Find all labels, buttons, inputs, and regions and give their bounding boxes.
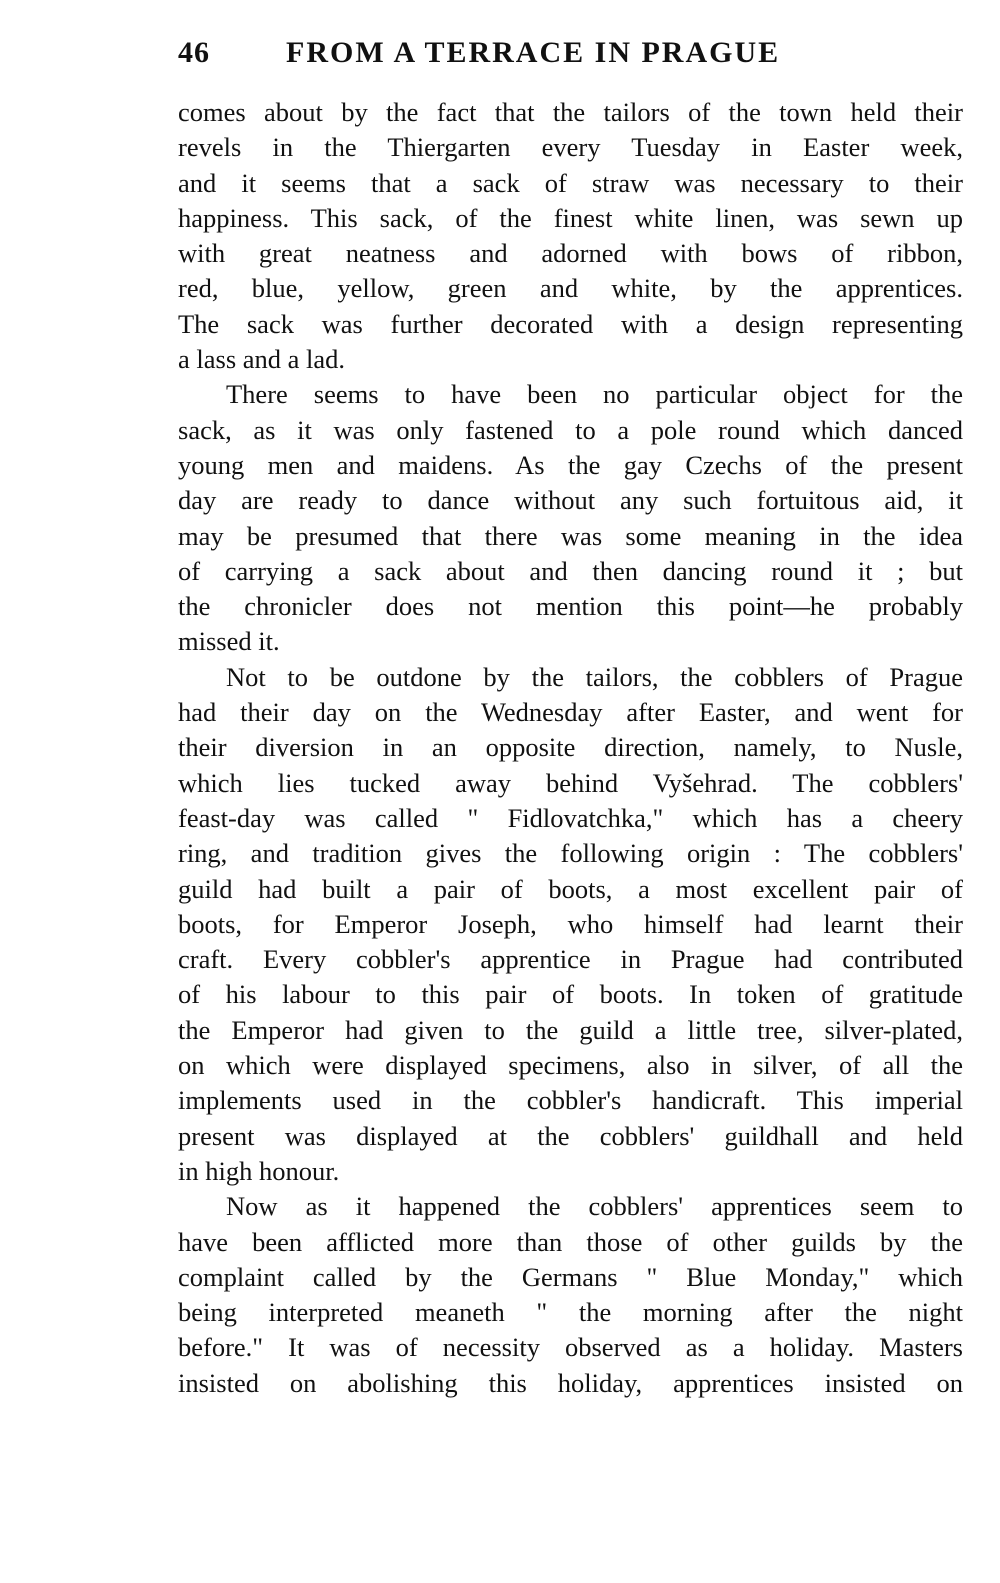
text-line: comes about by the fact that the tailors of the town held their — [178, 97, 963, 127]
text-line: red, blue, yellow, green and white, by the apprentices. — [178, 273, 963, 304]
text-line: revels in the Thiergarten every Tuesday in Easter week, — [178, 132, 963, 163]
text-line: happiness. This sack, of the finest white linen, was sewn up — [178, 202, 963, 233]
text-line: present was displayed at the cobblers' guildhall and held — [178, 1120, 963, 1151]
text-line: with great neatness and adorned with bows of ribbon, — [178, 238, 963, 269]
text-line: insisted on abolishing this holiday, apprentices insisted on — [178, 1367, 963, 1398]
running-title: FROM A TERRACE IN PRAGUE — [286, 36, 781, 69]
text-line: which lies tucked away behind Vyšehrad. The cobblers' — [178, 767, 963, 798]
text-line: have been afflicted more than those of other guilds by the — [178, 1226, 963, 1257]
text-line: The sack was further decorated with a design representing — [178, 308, 963, 339]
text-line: day are ready to dance without any such fortuitous aid, it — [178, 485, 963, 516]
body-text — [178, 95, 963, 1401]
text-line: on which were displayed specimens, also in silver, of all the — [178, 1050, 963, 1081]
text-line: may be presumed that there was some meaning in the idea — [178, 520, 963, 551]
text-line: had their day on the Wednesday after Easter, and went for — [178, 697, 963, 728]
page-header — [178, 36, 963, 80]
text-line: and it seems that a sack of straw was necessary to their — [178, 167, 963, 198]
text-line: ring, and tradition gives the following origin : The cobblers' — [178, 838, 963, 869]
text-line: guild had built a pair of boots, a most excellent pair of — [178, 873, 963, 904]
text-line: the Emperor had given to the guild a little tree, silver-plated, — [178, 1014, 963, 1045]
text-line: boots, for Emperor Joseph, who himself had learnt their — [178, 908, 963, 939]
text-line: a lass and a lad. — [178, 344, 346, 375]
text-line: There seems to have been no particular object for the — [226, 379, 963, 410]
text-line: their diversion in an opposite direction, namely, to Nusle, — [178, 732, 963, 763]
page-number: 46 — [178, 36, 210, 69]
text-line: Now as it happened the cobblers' apprentices seem to — [226, 1191, 963, 1222]
text-line: before." It was of necessity observed as a holiday. Masters — [178, 1332, 963, 1363]
text-line: feast-day was called " Fidlovatchka," which has a cheery — [178, 802, 963, 833]
text-line: sack, as it was only fastened to a pole round which danced — [178, 414, 963, 445]
text-line: of his labour to this pair of boots. In token of gratitude — [178, 979, 963, 1010]
text-line: of carrying a sack about and then dancing round it ; but — [178, 555, 963, 586]
text-line: complaint called by the Germans " Blue Monday," which — [178, 1261, 963, 1292]
text-line: implements used in the cobbler's handicraft. This imperial — [178, 1085, 963, 1116]
text-line: Not to be outdone by the tailors, the cobblers of Prague — [226, 661, 963, 692]
text-line: young men and maidens. As the gay Czechs of the present — [178, 449, 963, 480]
text-line: being interpreted meaneth " the morning after the night — [178, 1297, 963, 1328]
text-line: the chronicler does not mention this point—he probably — [178, 591, 963, 622]
text-line: craft. Every cobbler's apprentice in Prague had contributed — [178, 944, 963, 975]
text-line: missed it. — [178, 626, 280, 657]
text-line: in high honour. — [178, 1155, 340, 1186]
